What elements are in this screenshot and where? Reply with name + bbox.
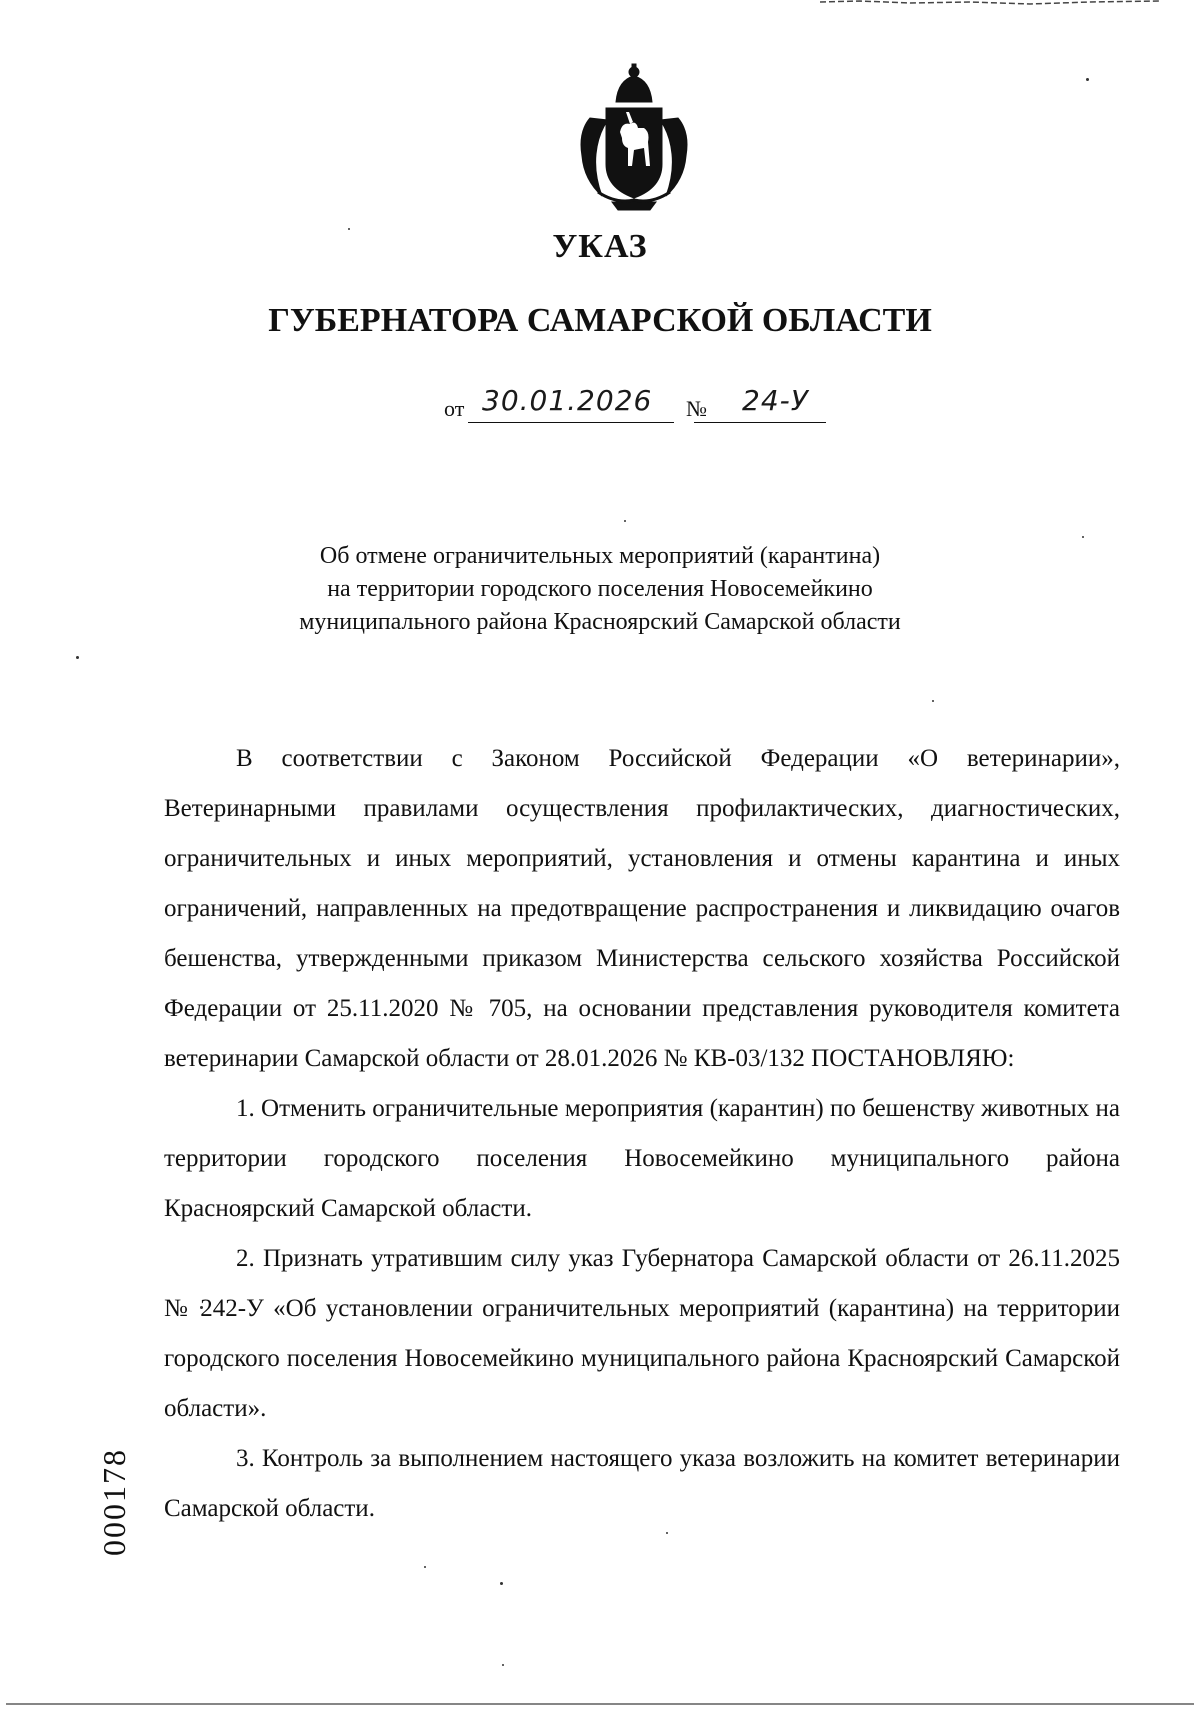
document-body — [164, 734, 1120, 1534]
date-number-line — [440, 384, 840, 428]
scan-speck — [624, 520, 626, 522]
scan-speck — [76, 656, 79, 659]
document-heading — [200, 540, 1000, 639]
scan-edge-bottom — [6, 1703, 1194, 1705]
scan-speck — [1086, 78, 1089, 81]
clause-2: 2. Признать утратившим силу указ Губернатора Самарской области от 26.11.2025 № 242-У «Об установлении ограничительных мероприятий (карантина) на территории городского поселения Новосемейкино муниципального района Красноярский Самарской области». — [164, 1245, 1120, 1422]
registration-number: 000178 — [96, 1448, 132, 1556]
decree-title: УКАЗ — [552, 228, 648, 265]
heading-line: Об отмене ограничительных мероприятий (карантина) — [319, 543, 881, 569]
scan-speck — [500, 1582, 503, 1585]
date-prefix: от — [444, 396, 465, 421]
scan-speck — [502, 1664, 504, 1666]
heading-line: муниципального района Красноярский Самарской области — [299, 609, 901, 635]
clause-3: 3. Контроль за выполнением настоящего указа возложить на комитет ветеринарии Самарской области. — [164, 1445, 1120, 1522]
scan-speck — [424, 1566, 426, 1568]
decree-number: 24-У — [742, 384, 809, 417]
decree-subtitle: ГУБЕРНАТОРА САМАРСКОЙ ОБЛАСТИ — [268, 302, 932, 339]
date-underline — [468, 422, 674, 423]
number-sign: № — [686, 396, 707, 421]
decree-date: 30.01.2026 — [482, 384, 653, 417]
samara-coat-of-arms-icon — [572, 62, 696, 212]
number-underline — [694, 422, 826, 423]
clause-1: 1. Отменить ограничительные мероприятия (карантин) по бешенству животных на территории городского поселения Новосемейкино муниципального района Красноярский Самарской области. — [164, 1095, 1120, 1222]
preamble-paragraph: В соответствии с Законом Российской Федерации «О ветеринарии», Ветеринарными правилами осуществления профилактических, диагностических, ограничительных и иных мероприятий, установления и отмены карантина и иных ограничений, направленных на предотвращение распространения и ликвидацию очагов бешенства, утвержденными приказом Министерства сельского хозяйства Российской Федерации от 25.11.2020 № 705, на основании представления руководителя комитета ветеринарии Самарской области от 28.01.2026 № КВ-03/132 ПОСТАНОВЛЯЮ: — [164, 745, 1120, 1072]
scan-speck — [1082, 536, 1084, 538]
scan-speck — [932, 700, 934, 702]
scan-edge-top — [820, 0, 1160, 6]
heading-line: на территории городского поселения Новосемейкино — [327, 576, 873, 602]
